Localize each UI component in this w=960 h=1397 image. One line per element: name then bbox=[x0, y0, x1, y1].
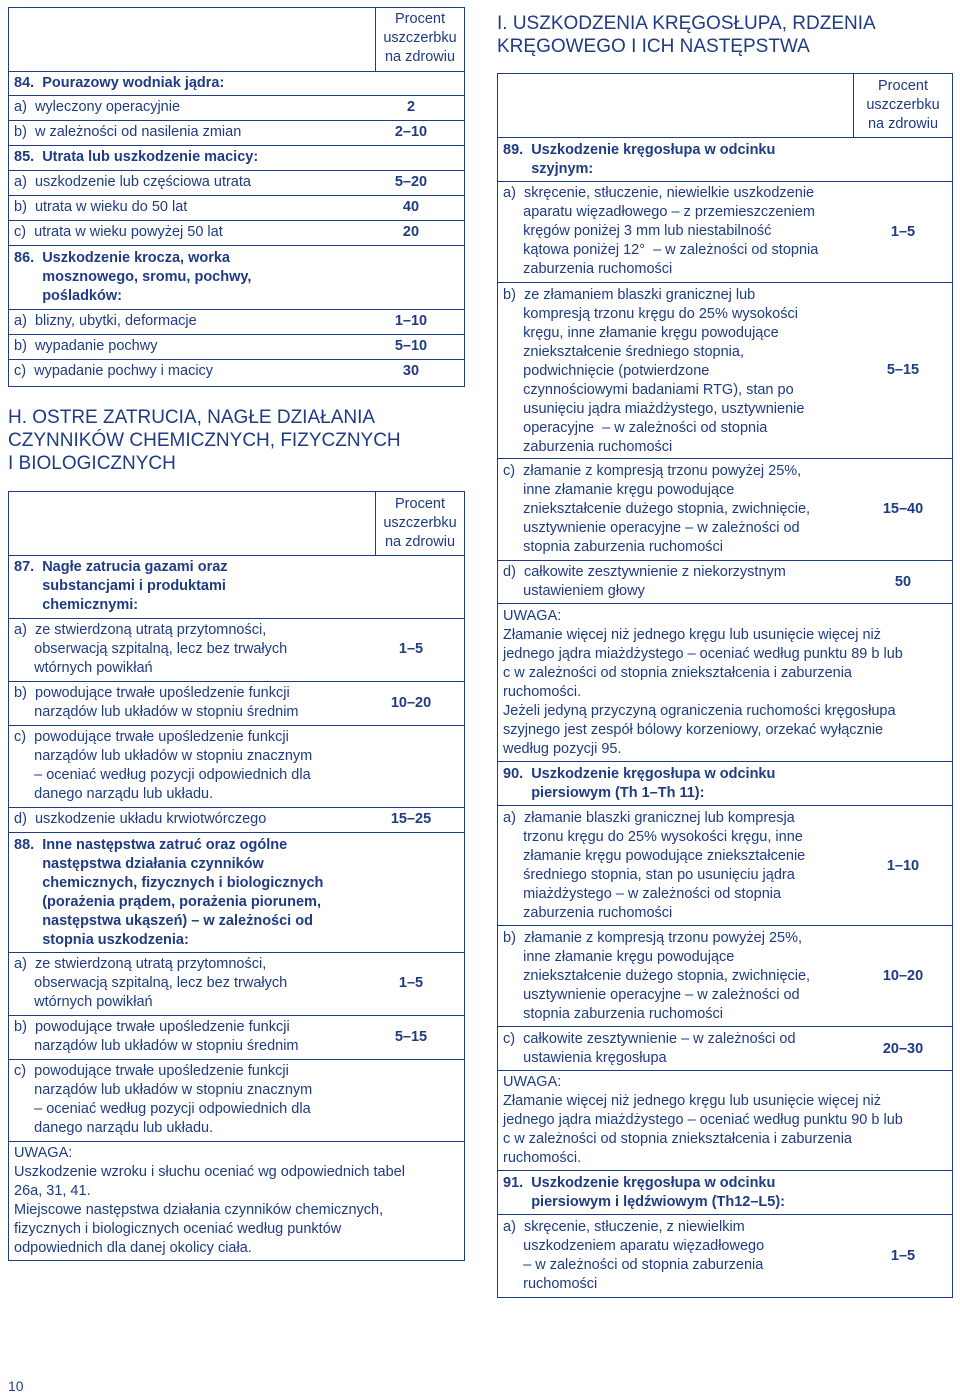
item-89d-value: 50 bbox=[894, 574, 912, 590]
item-87-title: 87. Nagłe zatrucia gazami oraz substancjami i produktami chemicznymi: bbox=[14, 559, 228, 613]
row-divider bbox=[8, 334, 465, 335]
row-divider bbox=[497, 181, 953, 182]
row-divider bbox=[8, 195, 465, 196]
row-divider bbox=[8, 220, 465, 221]
item-84a: a) wyleczony operacyjnie bbox=[14, 99, 181, 115]
item-90a-value: 1–10 bbox=[886, 858, 920, 874]
item-91-title: 91. Uszkodzenie kręgosłupa w odcinku piersiowym i lędźwiowym (Th12–L5): bbox=[503, 1175, 786, 1210]
item-90c-value: 20–30 bbox=[882, 1041, 924, 1057]
row-divider bbox=[8, 145, 465, 146]
item-86-title: 86. Uszkodzenie krocza, worka mosznowego, sromu, pochwy, pośladków: bbox=[14, 250, 252, 304]
item-86b: b) wypadanie pochwy bbox=[14, 338, 158, 354]
row-divider bbox=[8, 120, 465, 121]
row-divider bbox=[8, 1059, 465, 1060]
row-divider bbox=[497, 137, 953, 138]
item-88-title: 88. Inne następstwa zatruć oraz ogólne następstwa działania czynników chemicznych, fizycznych i biologicznych (porażenia prądem, porażenia piorunem, następstwa ukąszeń) – w zależności od stopnia uszkodzenia: bbox=[14, 837, 324, 948]
item-90a: a) złamanie blaszki granicznej lub kompresja trzonu kręgu do 25% wysokości kręgu, inne złamanie kręgu powodujące zniekształcenie średniego stopnia, stan po usunięciu jądra miażdżystego – w zależności od stopnia zaburzenia ruchomości bbox=[503, 810, 806, 921]
note-88: UWAGA: Uszkodzenie wzroku i słuchu oceniać wg odpowiednich tabel 26a, 31, 41. Miejscowe następstwa działania czynników chemicznych, fizycznych i biologicznych oceniać według punktów odpowiednich dla danej okolicy ciała. bbox=[14, 1145, 405, 1256]
item-89c-value: 15–40 bbox=[882, 501, 924, 517]
percent-column-header: Procent uszczerbku na zdrowiu bbox=[383, 11, 457, 65]
item-87d: d) uszkodzenie układu krwiotwórczego bbox=[14, 811, 267, 827]
item-87b-value: 10–20 bbox=[390, 695, 432, 711]
row-divider bbox=[8, 71, 465, 72]
item-91a: a) skręcenie, stłuczenie, z niewielkim uszkodzeniem aparatu więzadłowego – w zależności od stopnia zaburzenia ruchomości bbox=[503, 1219, 765, 1292]
item-85c: c) utrata w wieku powyżej 50 lat bbox=[14, 224, 223, 240]
item-87b: b) powodujące trwałe upośledzenie funkcji narządów lub układów w stopniu średnim bbox=[14, 685, 299, 720]
row-divider bbox=[497, 1026, 953, 1027]
item-88a-value: 1–5 bbox=[398, 975, 424, 991]
item-89b: b) ze złamaniem blaszki granicznej lub kompresją trzonu kręgu do 25% wysokości kręgu, inne złamanie kręgu powodujące zniekształcenie średniego stopnia, podwichnięcie (potwierdzone czynnościowymi badaniami RTG), stan po usunięciu jądra miażdżystego, usztywnienie operacyjne – w zależności od stopnia zaburzenia ruchomości bbox=[503, 287, 805, 455]
item-86a: a) blizny, ubytki, deformacje bbox=[14, 313, 197, 329]
row-divider bbox=[8, 618, 465, 619]
row-divider bbox=[497, 560, 953, 561]
page-number: 10 bbox=[8, 1378, 24, 1394]
item-85-title: 85. Utrata lub uszkodzenie macicy: bbox=[14, 149, 259, 165]
row-divider bbox=[8, 832, 465, 833]
item-84b-value: 2–10 bbox=[394, 124, 428, 140]
item-89a: a) skręcenie, stłuczenie, niewielkie uszkodzenie aparatu więzadłowego – z przemieszczeniem kręgów poniżej 3 mm lub niestabilność kątowa poniżej 12° – w zależności od stopnia zaburzenia ruchomości bbox=[503, 185, 819, 277]
row-divider bbox=[8, 359, 465, 360]
row-divider bbox=[8, 807, 465, 808]
row-divider bbox=[8, 555, 465, 556]
row-divider bbox=[497, 1070, 953, 1071]
item-90b-value: 10–20 bbox=[882, 968, 924, 984]
item-85b: b) utrata w wieku do 50 lat bbox=[14, 199, 188, 215]
item-86c: c) wypadanie pochwy i macicy bbox=[14, 363, 214, 379]
row-divider bbox=[8, 725, 465, 726]
row-divider bbox=[497, 282, 953, 283]
item-89c: c) złamanie z kompresją trzonu powyżej 25%, inne złamanie kręgu powodujące zniekształcenie dużego stopnia, zwichnięcie, usztywnienie operacyjne – w zależności od stopnia zaburzenia ruchomości bbox=[503, 463, 811, 555]
item-84a-value: 2 bbox=[406, 99, 416, 115]
row-divider bbox=[8, 170, 465, 171]
item-88c: c) powodujące trwałe upośledzenie funkcji narządów lub układów w stopniu znacznym – oceniać według pozycji odpowiednich dla danego narządu lub układu. bbox=[14, 1063, 313, 1136]
item-87c: c) powodujące trwałe upośledzenie funkcji narządów lub układów w stopniu znacznym – oceniać według pozycji odpowiednich dla danego narządu lub układu. bbox=[14, 729, 313, 802]
item-85b-value: 40 bbox=[402, 199, 420, 215]
percent-column-header: Procent uszczerbku na zdrowiu bbox=[866, 78, 940, 132]
row-divider bbox=[497, 805, 953, 806]
item-91a-value: 1–5 bbox=[890, 1248, 916, 1264]
row-divider bbox=[497, 458, 953, 459]
percent-column-header: Procent uszczerbku na zdrowiu bbox=[383, 496, 457, 550]
item-90b: b) złamanie z kompresją trzonu powyżej 25%, inne złamanie kręgu powodujące zniekształcenie dużego stopnia, zwichnięcie, usztywnienie operacyjne – w zależności od stopnia zaburzenia ruchomości bbox=[503, 930, 811, 1022]
note-89: UWAGA: Złamanie więcej niż jednego kręgu lub usunięcie więcej niż jednego jądra miażdżystego – oceniać według punktu 89 b lub c w zależności od stopnia zniekształcenia i zaburzenia ruchomości. Jeżeli jedyną przyczyną ograniczenia ruchomości kręgosłupa szyjnego jest zespół bólowy korzeniowy, orzekać wyłącznie według pozycji 95. bbox=[503, 608, 903, 757]
item-85a-value: 5–20 bbox=[394, 174, 428, 190]
item-88b-value: 5–15 bbox=[394, 1029, 428, 1045]
section-h-heading: H. OSTRE ZATRUCIA, NAGŁE DZIAŁANIA CZYNNIKÓW CHEMICZNYCH, FIZYCZNYCH I BIOLOGICZNYCH bbox=[8, 407, 401, 474]
note-90: UWAGA: Złamanie więcej niż jednego kręgu lub usunięcie więcej niż jednego jądra miażdżystego – oceniać według punktu 90 b lub c w zależności od stopnia zniekształcenia i zaburzenia ruchomości. bbox=[503, 1074, 903, 1166]
row-divider bbox=[497, 925, 953, 926]
row-divider bbox=[497, 1170, 953, 1171]
row-divider bbox=[8, 1141, 465, 1142]
item-85a: a) uszkodzenie lub częściowa utrata bbox=[14, 174, 251, 190]
section-i-heading: I. USZKODZENIA KRĘGOSŁUPA, RDZENIA KRĘGOWEGO I ICH NASTĘPSTWA bbox=[497, 13, 876, 57]
item-89b-value: 5–15 bbox=[886, 362, 920, 378]
row-divider bbox=[8, 1015, 465, 1016]
item-86b-value: 5–10 bbox=[394, 338, 428, 354]
row-divider bbox=[8, 952, 465, 953]
item-89a-value: 1–5 bbox=[890, 224, 916, 240]
item-87a: a) ze stwierdzoną utratą przytomności, obserwacją szpitalną, lecz bez trwałych wtórnych powikłań bbox=[14, 622, 288, 676]
item-87d-value: 15–25 bbox=[390, 811, 432, 827]
item-84b: b) w zależności od nasilenia zmian bbox=[14, 124, 242, 140]
item-88b: b) powodujące trwałe upośledzenie funkcji narządów lub układów w stopniu średnim bbox=[14, 1019, 299, 1054]
row-divider bbox=[497, 603, 953, 604]
item-89-title: 89. Uszkodzenie kręgosłupa w odcinku szyjnym: bbox=[503, 142, 776, 177]
item-88a: a) ze stwierdzoną utratą przytomności, obserwacją szpitalną, lecz bez trwałych wtórnych powikłań bbox=[14, 956, 288, 1010]
item-86a-value: 1–10 bbox=[394, 313, 428, 329]
row-divider bbox=[8, 309, 465, 310]
row-divider bbox=[497, 1214, 953, 1215]
row-divider bbox=[497, 761, 953, 762]
row-divider bbox=[8, 245, 465, 246]
item-89d: d) całkowite zesztywnienie z niekorzystnym ustawieniem głowy bbox=[503, 564, 786, 599]
item-90c: c) całkowite zesztywnienie – w zależności od ustawienia kręgosłupa bbox=[503, 1031, 796, 1066]
row-divider bbox=[8, 95, 465, 96]
item-84-title: 84. Pourazowy wodniak jądra: bbox=[14, 75, 225, 91]
item-90-title: 90. Uszkodzenie kręgosłupa w odcinku piersiowym (Th 1–Th 11): bbox=[503, 766, 776, 801]
row-divider bbox=[8, 681, 465, 682]
item-87a-value: 1–5 bbox=[398, 641, 424, 657]
item-86c-value: 30 bbox=[402, 363, 420, 379]
item-85c-value: 20 bbox=[402, 224, 420, 240]
